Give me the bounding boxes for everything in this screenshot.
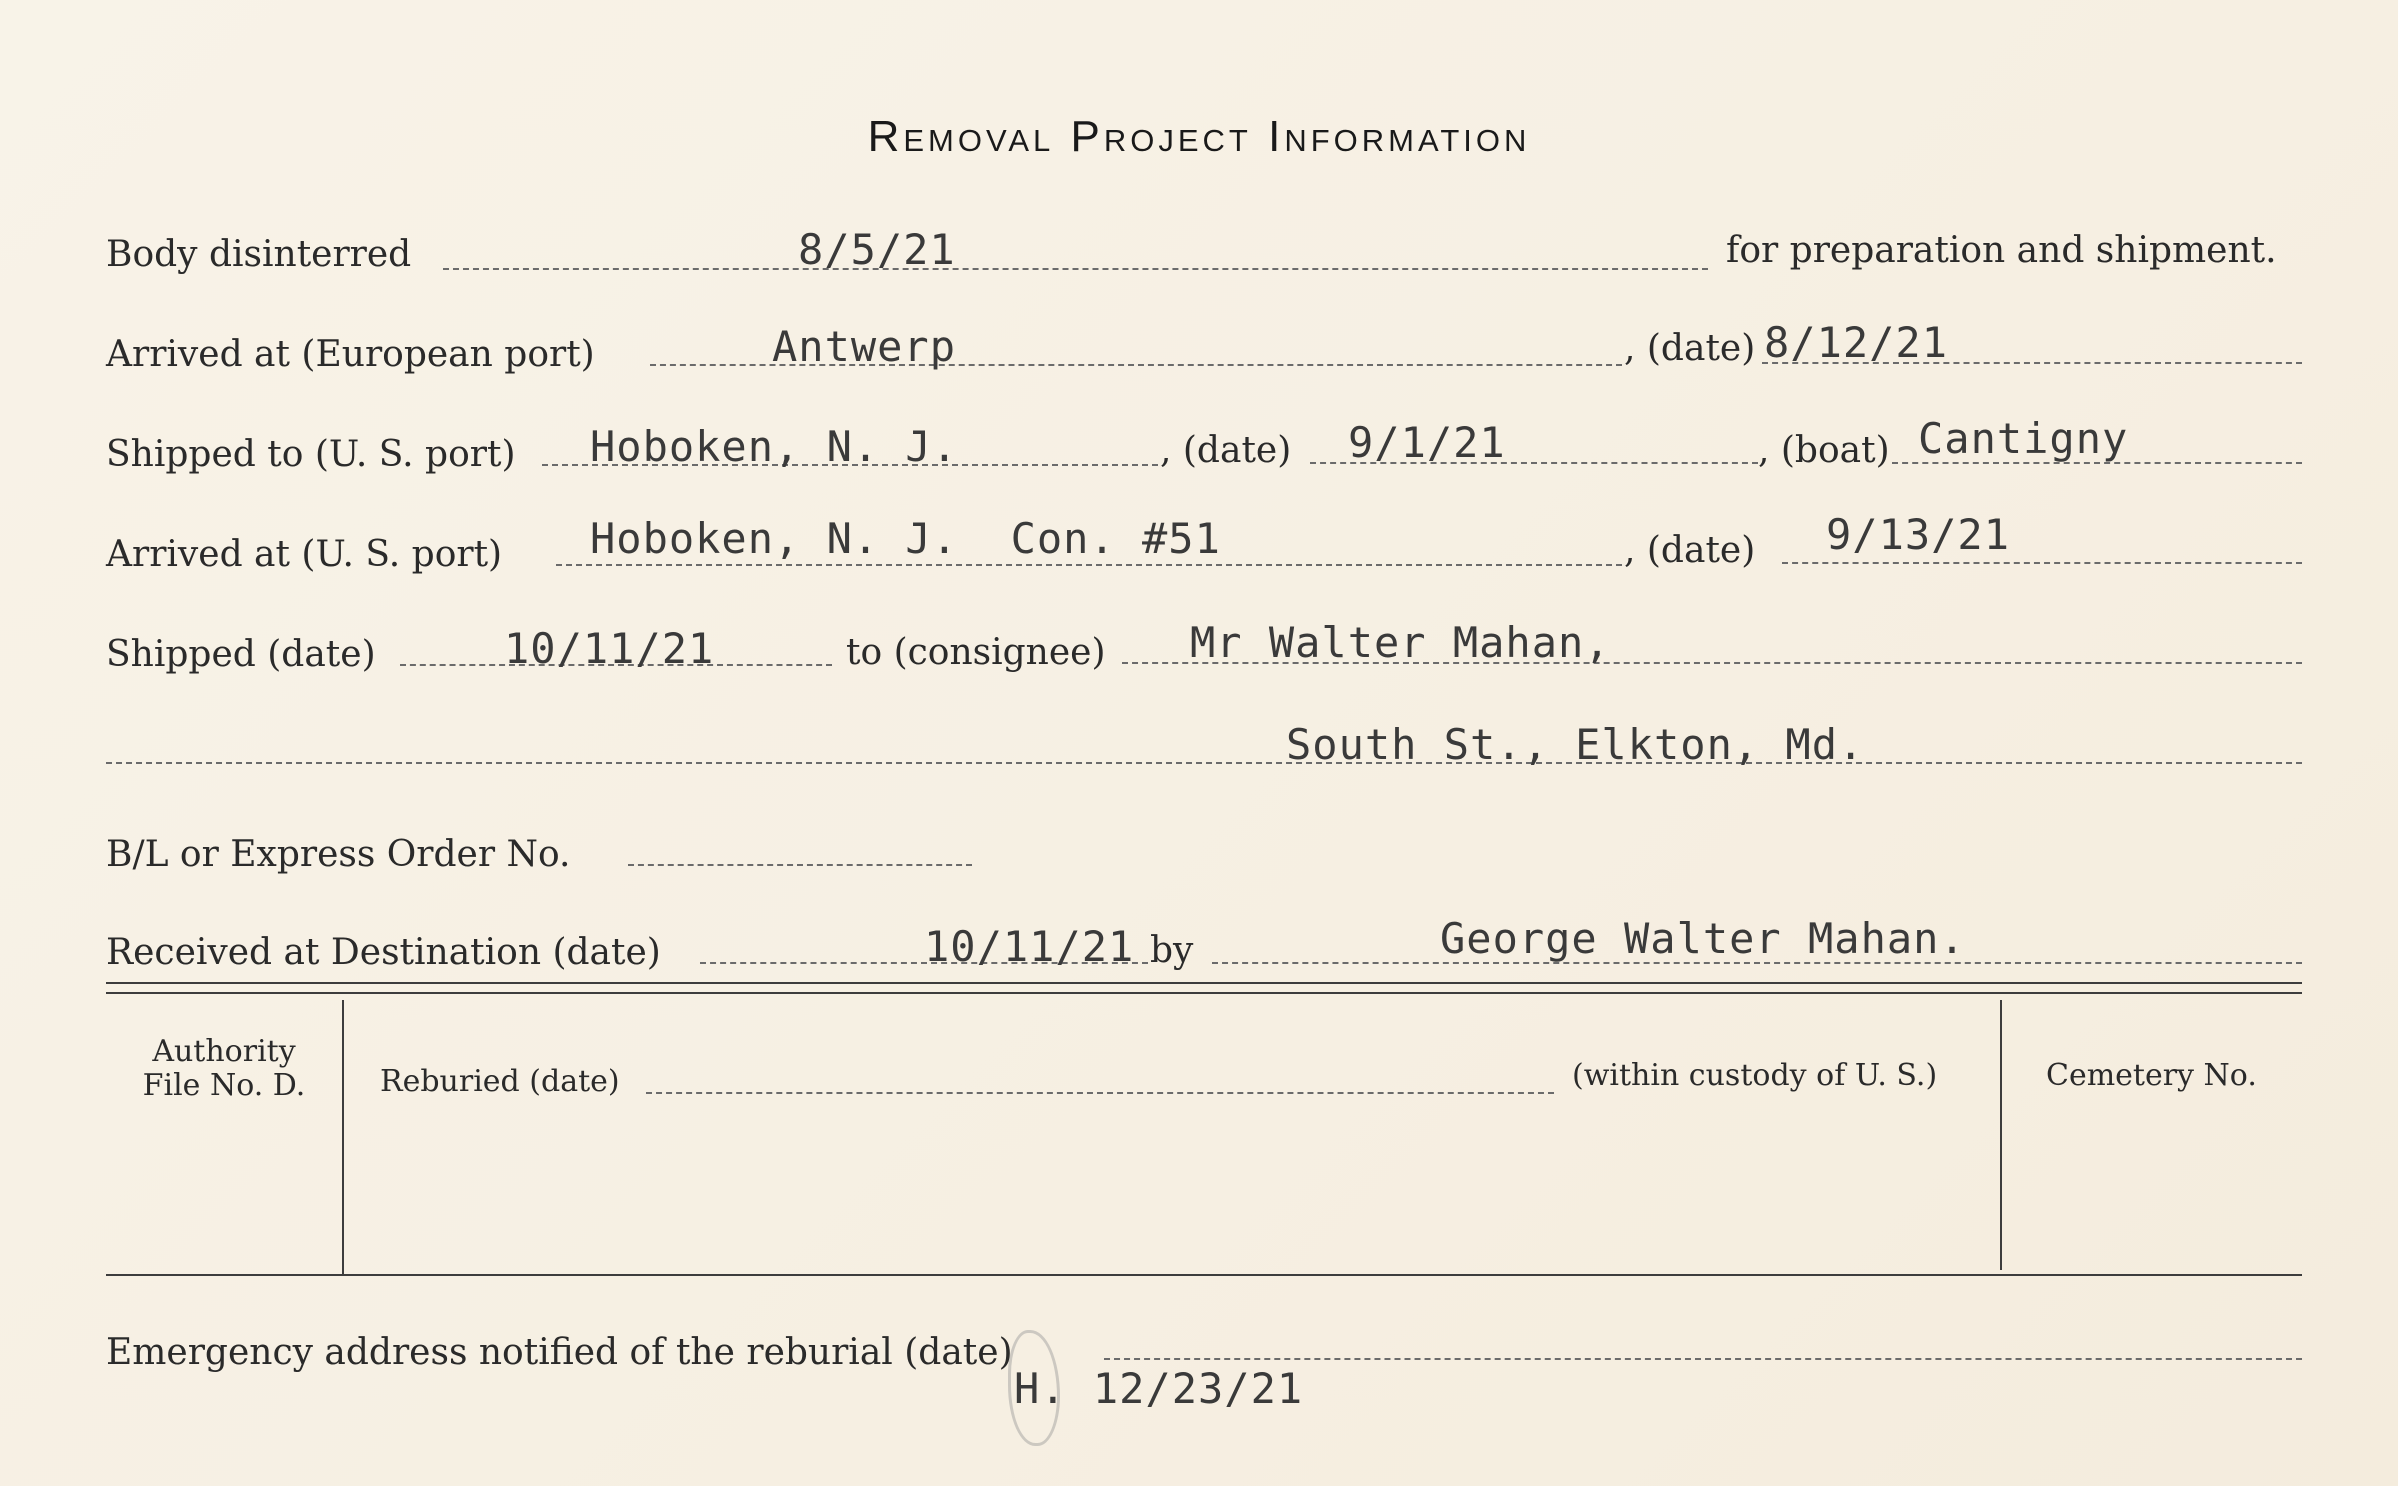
shipped-date: 10/11/21 — [504, 624, 715, 673]
arrived-european-date: 8/12/21 — [1764, 318, 1949, 367]
arrived-european-label: Arrived at (European port) — [106, 334, 595, 375]
received-date: 10/11/21 — [924, 922, 1135, 971]
address-line — [106, 762, 2302, 764]
reburied-label: Reburied (date) — [380, 1064, 620, 1099]
emergency-label: Emergency address notified of the reburial (date) — [106, 1332, 1013, 1373]
arrived-us-port: Hoboken, N. J. Con. #51 — [590, 514, 1221, 563]
received-label: Received at Destination (date) — [106, 932, 661, 973]
shipped-us-boat-label: , (boat) — [1758, 430, 1890, 471]
body-disinterred-suffix: for preparation and shipment. — [1726, 230, 2277, 271]
arrived-us-label: Arrived at (U. S. port) — [106, 534, 503, 575]
body-disinterred-label: Body disinterred — [106, 234, 412, 275]
table-divider-right — [2000, 1000, 2002, 1270]
arrived-us-date-line — [1782, 562, 2302, 564]
consignee-address: South St., Elkton, Md. — [1286, 720, 1865, 769]
emergency-line — [1104, 1358, 2302, 1360]
table-top-rule-2 — [106, 992, 2302, 994]
arrived-us-line — [556, 564, 1622, 566]
file-no-label: File No. D. — [142, 1068, 306, 1103]
custody-label: (within custody of U. S.) — [1572, 1058, 1938, 1093]
received-by: George Walter Mahan. — [1440, 914, 1966, 963]
table-bottom-rule — [106, 1274, 2302, 1276]
body-disinterred-value: 8/5/21 — [798, 225, 956, 274]
reburied-line — [646, 1092, 1554, 1094]
bl-order-label: B/L or Express Order No. — [106, 834, 571, 875]
consignee-name: Mr Walter Mahan, — [1190, 618, 1611, 667]
table-top-rule-1 — [106, 982, 2302, 984]
consignee-label: to (consignee) — [846, 632, 1106, 673]
form-title: Removal Project Information — [867, 112, 1531, 161]
shipped-us-port: Hoboken, N. J. — [590, 422, 959, 471]
bl-order-line — [628, 864, 972, 866]
emergency-value: H. 12/23/21 — [1014, 1364, 1304, 1413]
authority-label: Authority — [152, 1034, 296, 1069]
arrived-european-port: Antwerp — [772, 322, 957, 371]
shipped-us-date: 9/1/21 — [1348, 418, 1506, 467]
received-by-label: by — [1150, 930, 1194, 971]
cemetery-no-label: Cemetery No. — [2046, 1058, 2257, 1093]
shipped-date-label: Shipped (date) — [106, 634, 376, 675]
shipped-us-boat: Cantigny — [1918, 414, 2129, 463]
shipped-us-label: Shipped to (U. S. port) — [106, 434, 516, 475]
arrived-european-date-label: , (date) — [1624, 328, 1756, 369]
shipped-us-date-label: , (date) — [1160, 430, 1292, 471]
arrived-us-date: 9/13/21 — [1826, 510, 2011, 559]
arrived-us-date-label: , (date) — [1624, 530, 1756, 571]
table-divider-left — [342, 1000, 344, 1276]
body-disinterred-line — [443, 268, 1708, 270]
